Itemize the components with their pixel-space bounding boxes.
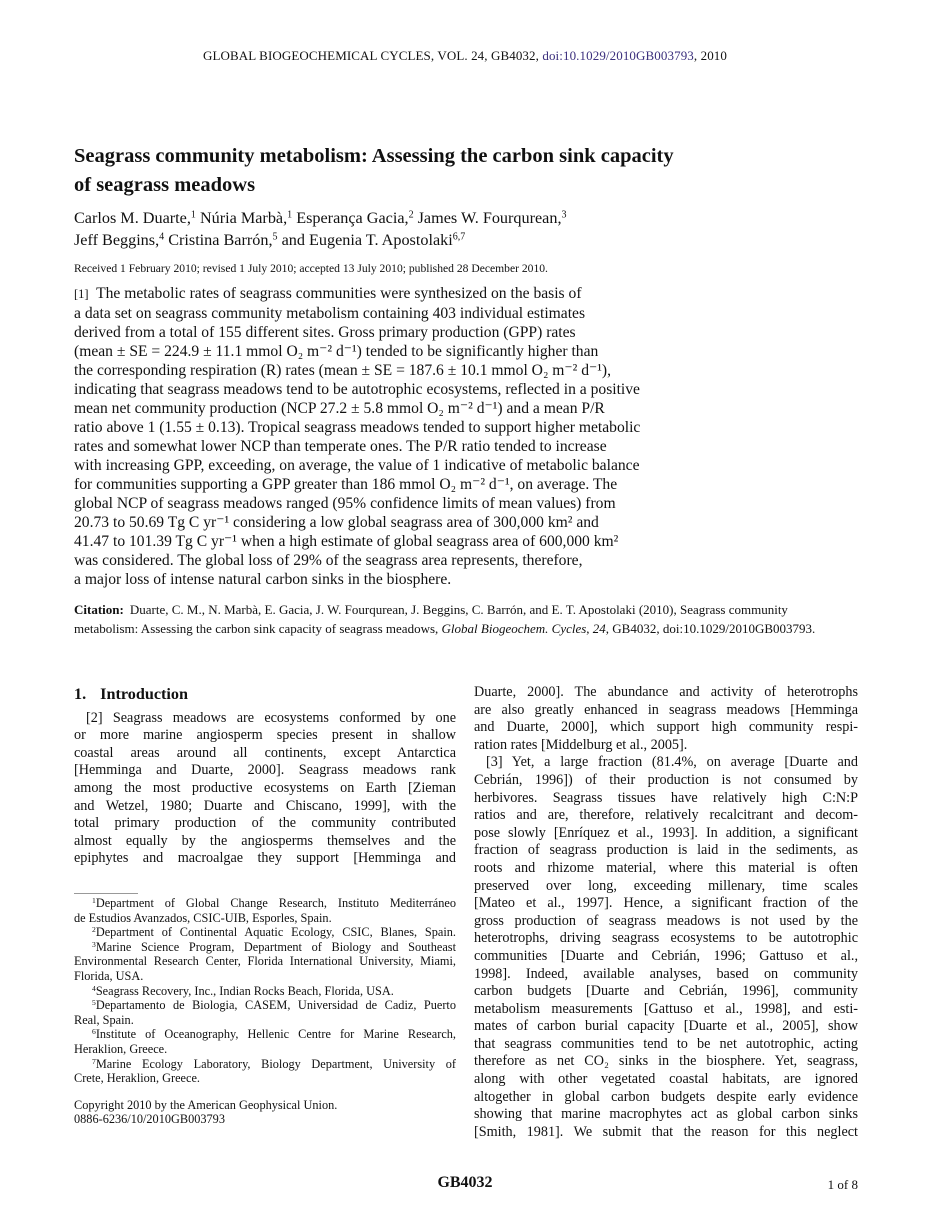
section-heading: 1. Introduction: [74, 685, 188, 703]
abstract-line: derived from a total of 155 different sites. Gross primary production (GPP) rates: [74, 324, 576, 341]
title-line-1: Seagrass community metabolism: Assessing the carbon sink capacity: [74, 145, 674, 167]
body-line: herbivores. Seagrass tissues have relatively high C:N:P: [474, 789, 858, 806]
footnote: $^4$Seagrass Recovery, Inc., Indian Rocks Beach, Florida, USA.: [92, 983, 394, 998]
title-line-2: of seagrass meadows: [74, 174, 256, 196]
abstract-line: the corresponding respiration (R) rates (mean ± SE = 187.6 ± 10.1 mmol O₂ m⁻² d⁻¹),: [74, 362, 612, 379]
journal-info: GLOBAL BIOGEOCHEMICAL CYCLES, VOL. 24, GB4032,: [203, 48, 543, 63]
author: James W. Fourqurean,$^3$: [417, 209, 567, 227]
footnote: $^5$Departamento de Biologia, CASEM, Universidad de Cadiz, Puerto Real, Spain.: [74, 997, 456, 1027]
body-line: are also greatly enhanced in seagrass meadows [Hemminga: [474, 701, 858, 718]
abstract-line: rates and somewhat lower NCP than temperate ones. The P/R ratio tended to increase: [74, 438, 607, 455]
citation-label: Citation:: [74, 602, 124, 617]
body-line: therefore as net CO₂ sinks in the biosphere. Yet, seagrass,: [474, 1053, 858, 1070]
abstract-line: 20.73 to 50.69 Tg C yr⁻¹ considering a low global seagrass area of 300,000 km² and: [74, 514, 599, 531]
body-line: preserved over long, exceeding millenary, time scales: [474, 877, 858, 894]
body-line: almost equally by the angiosperms themselves and the: [74, 832, 456, 849]
body-line: [3] Yet, a large fraction (81.4%, on average [Duarte and: [486, 754, 858, 771]
body-line: [Smith, 1981]. We submit that the reason for this neglect: [474, 1123, 858, 1140]
body-line: mates of carbon burial capacity [Duarte et al., 2005], show: [474, 1018, 858, 1035]
doi-link[interactable]: doi:10.1029/2010GB003793: [542, 48, 694, 63]
left-column: [74, 686, 456, 868]
abstract-line: (mean ± SE = 224.9 ± 11.1 mmol O₂ m⁻² d⁻¹) tended to be significantly higher than: [74, 343, 599, 360]
body-line: and Duarte, 2000], which support high community respi-: [474, 719, 858, 736]
abstract-line: a data set on seagrass community metabolism containing 403 individual estimates: [74, 305, 586, 322]
body-line: that seagrass communities tend to be net autotrophic, acting: [474, 1035, 858, 1052]
body-line: pose slowly [Enríquez et al., 1993]. In addition, a significant: [474, 824, 858, 841]
body-line: coastal areas around all continents, except Antarctica: [74, 744, 456, 761]
citation-volume: 24: [592, 620, 606, 636]
abstract-line: mean net community production (NCP 27.2 ± 5.8 mmol O₂ m⁻² d⁻¹) and a mean P/R: [74, 400, 605, 417]
footnote-divider: [74, 893, 138, 894]
footnote: $^1$Department of Global Change Research, Instituto Mediterráneo de Estudios Avanzados, CSIC-UIB, Esporles, Spain.: [74, 895, 456, 925]
author-list: [74, 207, 794, 251]
page-number: 1 of 8: [827, 1177, 858, 1192]
abstract-line: ratio above 1 (1.55 ± 0.13). Tropical seagrass meadows tended to support higher metabolic: [74, 419, 641, 436]
footnote: $^7$Marine Ecology Laboratory, Biology Department, University of Crete, Heraklion, Greece.: [74, 1056, 456, 1086]
author: Esperança Gacia,$^2$: [296, 209, 414, 227]
body-line: among the most productive ecosystems on Earth [Zieman: [74, 779, 456, 796]
citation-text: Duarte, C. M., N. Marbà, E. Gacia, J. W. Fourqurean, J. Beggins, C. Barrón, and E. T. Apostolaki (2010), Seagrass community metabolism: Assessing the carbon sink capacity of seagrass meadows,: [74, 602, 788, 636]
author: Jeff Beggins,$^4$: [74, 231, 165, 249]
footnote: $^2$Department of Continental Aquatic Ecology, CSIC, Blanes, Spain.: [92, 925, 456, 940]
body-line: Duarte, 2000]. The abundance and activity of heterotrophs: [474, 684, 858, 700]
citation-journal: Global Biogeochem. Cycles: [441, 620, 587, 636]
citation: Citation: Duarte, C. M., N. Marbà, E. Gacia, J. W. Fourqurean, J. Beggins, C. Barrón, and E. T. Apostolaki (2010), Seagrass community metabolism: Assessing the carbon sink capacity of seagrass meadows, Global Biogeochem. Cycles, 24, GB4032, doi:10.1029/2010GB003793.: [74, 602, 816, 636]
abstract: [74, 284, 714, 589]
body-line: total primary production of the community contributed: [74, 815, 456, 832]
abstract-line: with increasing GPP, exceeding, on average, the value of 1 indicative of metabolic balance: [74, 457, 640, 474]
abstract-line: a major loss of intense natural carbon sinks in the biosphere.: [74, 571, 452, 588]
body-line: fraction of seagrass production is laid in the sediments, as: [474, 842, 858, 859]
body-line: or more marine angiosperm species present in shallow: [74, 727, 456, 744]
body-line: roots and rhizome material, where this material is often: [474, 859, 858, 876]
citation-tail: , GB4032, doi:10.1029/2010GB003793.: [605, 620, 816, 636]
body-line: ratios and are, therefore, relatively recalcitrant and decom-: [474, 807, 858, 824]
body-line: metabolism measurements [Gattuso et al., 1998], and esti-: [474, 1000, 858, 1017]
body-line: epiphytes and macroalgae they support [Hemminga and: [74, 850, 456, 867]
body-line: gross production of seagrass meadows is not used by the: [474, 912, 858, 929]
body-line: 1998]. Indeed, available analyses, based on community: [474, 965, 858, 982]
body-line: Cebrián, 1996]) of their production is not consumed by: [474, 771, 858, 788]
abstract-line: for communities supporting a GPP greater than 186 mmol O₂ m⁻² d⁻¹, on average. The: [74, 476, 618, 493]
abstract-line: global NCP of seagrass meadows ranged (95% confidence limits of mean values) from: [74, 495, 616, 512]
body-line: communities [Duarte and Cebrián, 1996; Gattuso et al.,: [474, 947, 858, 964]
author: Núria Marbà,$^1$: [199, 209, 293, 227]
running-head: [0, 48, 930, 64]
body-line: ration rates [Middelburg et al., 2005].: [474, 736, 688, 753]
body-line: altogether in global carbon budgets despite early evidence: [474, 1088, 858, 1105]
received-dates: Received 1 February 2010; revised 1 July 2010; accepted 13 July 2010; published 28 December 2010.: [74, 262, 548, 275]
body-line: heterotrophs, driving seagrass ecosystems to be autotrophic: [474, 930, 858, 947]
author: Cristina Barrón,$^5$: [168, 231, 278, 249]
body-line: showing that marine macrophytes act as global carbon sinks: [474, 1106, 858, 1123]
copyright-notice: Copyright 2010 by the American Geophysical Union. 0886-6236/10/2010GB003793: [74, 1098, 338, 1126]
paragraph-number: [1]: [74, 287, 89, 301]
abstract-line: indicating that seagrass meadows tend to be autotrophic ecosystems, reflected in a positive: [74, 381, 640, 398]
body-line: [Hemminga and Duarte, 2000]. Seagrass meadows rank: [74, 762, 456, 779]
footer-article-id: GB4032: [437, 1174, 493, 1191]
footnote: $^6$Institute of Oceanography, Hellenic Centre for Marine Research, Heraklion, Greece.: [74, 1027, 456, 1056]
body-line: [Mateo et al., 1997]. Hence, a significant fraction of the: [474, 895, 858, 912]
body-line: carbon budgets [Duarte and Cebrián, 1996], community: [474, 983, 858, 1000]
author: Carlos M. Duarte,$^1$: [74, 209, 196, 227]
footnote: $^3$Marine Science Program, Department of Biology and Southeast Environmental Research Center, Florida International University, Miami, Florida, USA.: [74, 939, 456, 983]
article-title: [74, 142, 794, 200]
abstract-line: was considered. The global loss of 29% of the seagrass area represents, therefore,: [74, 552, 583, 569]
journal-year: , 2010: [693, 48, 727, 63]
author: and Eugenia T. Apostolaki$^{6,7}$: [281, 231, 466, 249]
body-line: along with other vegetated coastal habitats, are ignored: [474, 1071, 858, 1088]
abstract-line: [1] The metabolic rates of seagrass communities were synthesized on the basis of: [74, 285, 582, 302]
body-line: [2] Seagrass meadows are ecosystems conformed by one: [86, 709, 456, 726]
affiliation-footnotes: [74, 896, 456, 1086]
body-line: and Wetzel, 1980; Duarte and Chiscano, 1999], with the: [74, 797, 456, 814]
abstract-line: 41.47 to 101.39 Tg C yr⁻¹ when a high estimate of global seagrass area of 600,000 km²: [74, 533, 619, 550]
right-column: [474, 684, 858, 1141]
